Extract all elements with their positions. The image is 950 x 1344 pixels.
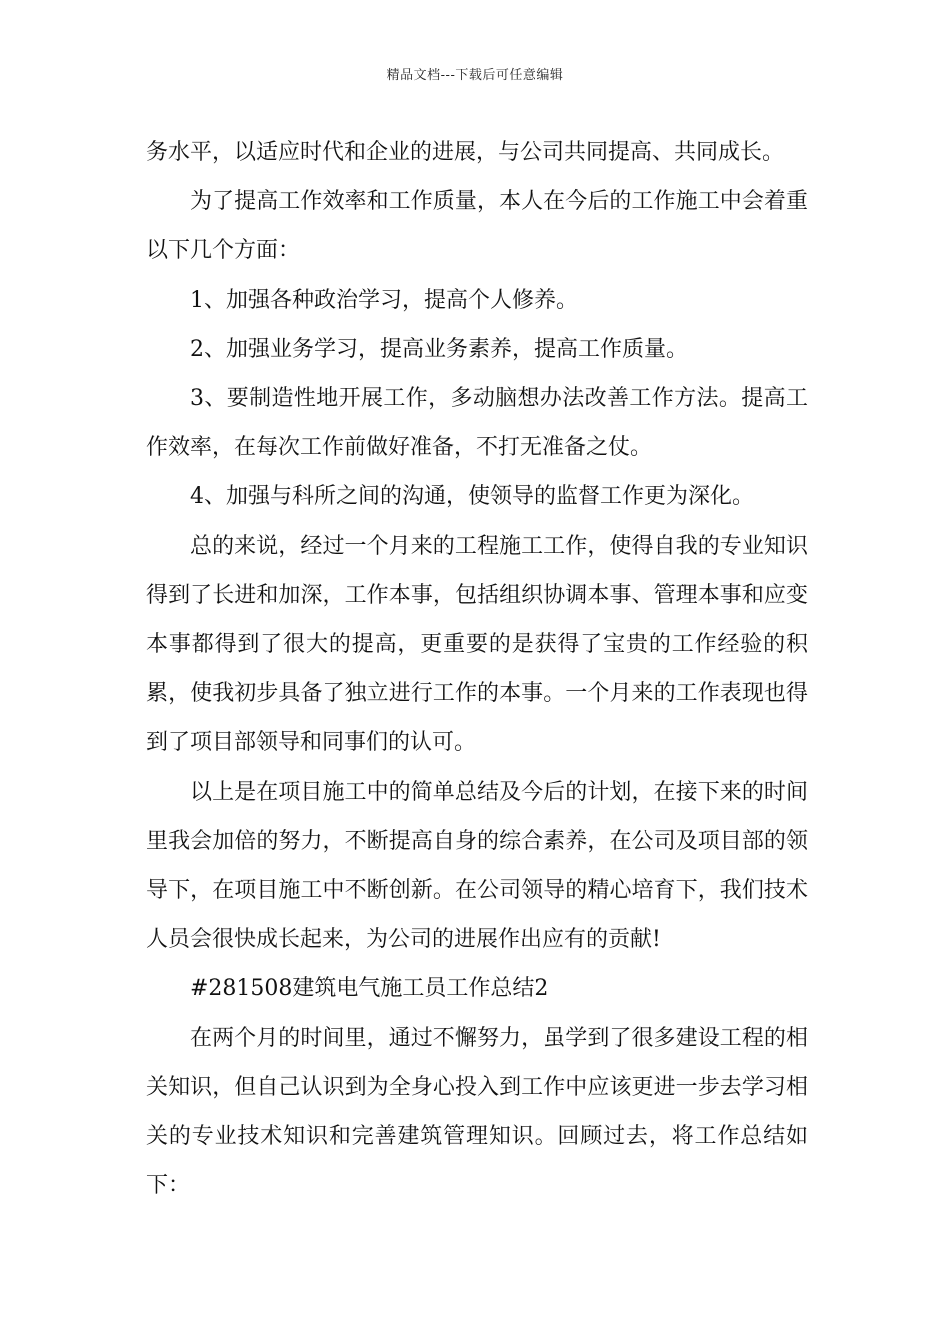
section-heading: #281508建筑电气施工员工作总结2 [190, 976, 549, 1002]
list-item-3: 3、要制造性地开展工作，多动脑想办法改善工作方法。提高工作效率，在每次工作前做好准备，不打无准备之仗。 [146, 386, 808, 461]
paragraph-intro: 为了提高工作效率和工作质量，本人在今后的工作施工中会着重以下几个方面： [146, 189, 808, 264]
paragraph-summary: 总的来说，经过一个月来的工程施工工作，使得自我的专业知识得到了长进和加深，工作本事，包括组织协调本事、管理本事和应变本事都得到了很大的提高，更重要的是获得了宝贵的工作经验的积累，使我初步具备了独立进行工作的本事。一个月来的工作表现也得到了项目部领导和同事们的认可。 [146, 533, 808, 756]
paragraph-conclusion: 以上是在项目施工中的简单总结及今后的计划，在接下来的时间里我会加倍的努力，不断提高自身的综合素养，在公司及项目部的领导下，在项目施工中不断创新。在公司领导的精心培育下，我们技术人员会很快成长起来，为公司的进展作出应有的贡献! [146, 779, 808, 953]
paragraph-section-intro: 在两个月的时间里，通过不懈努力，虽学到了很多建设工程的相关知识，但自己认识到为全身心投入到工作中应该更进一步去学习相关的专业技术知识和完善建筑管理知识。回顾过去，将工作总结如下： [146, 1025, 808, 1199]
list-item-4: 4、加强与科所之间的沟通，使领导的监督工作更为深化。 [190, 484, 754, 510]
list-item-1: 1、加强各种政治学习，提高个人修养。 [190, 287, 578, 313]
list-item-2: 2、加强业务学习，提高业务素养，提高工作质量。 [190, 336, 688, 362]
page-header: 精品文档---下载后可任意编辑 [386, 68, 564, 83]
paragraph-continuation: 务水平，以适应时代和企业的进展，与公司共同提高、共同成长。 [146, 140, 785, 165]
document-body [146, 128, 808, 1210]
